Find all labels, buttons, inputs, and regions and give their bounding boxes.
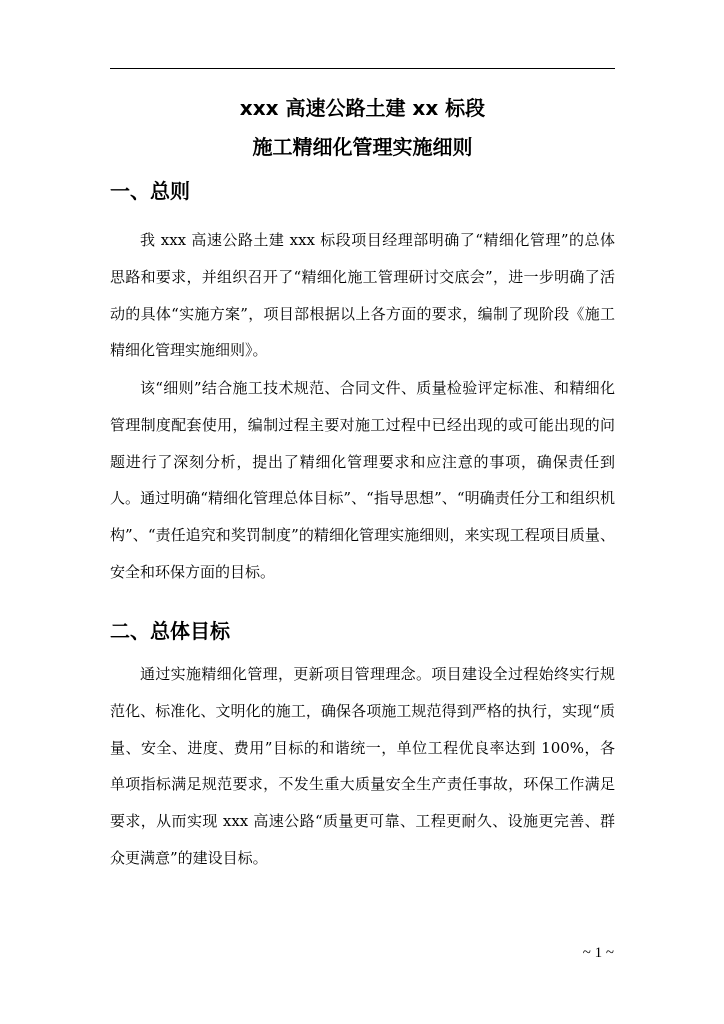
- section-heading-overall-goals: 二、总体目标: [110, 619, 230, 643]
- page-number: ~ 1 ~: [582, 945, 614, 961]
- paragraph: 我 xxx 高速公路土建 xxx 标段项目经理部明确了“精细化管理”的总体思路和要求，并组织召开了“精细化施工管理研讨交底会”，进一步明确了活动的具体“实施方案”，项目部根据以上各方面的要求，编制了现阶段《施工精细化管理实施细则》。: [110, 231, 615, 360]
- header-rule: [110, 68, 615, 69]
- section-heading-general: 一、总则: [110, 179, 190, 203]
- paragraph: 通过实施精细化管理，更新项目管理理念。项目建设全过程始终实行规范化、标准化、文明化的施工，确保各项施工规范得到严格的执行，实现“质量、安全、进度、费用”目标的和谐统一，单位工程优良率达到 100%，各单项指标满足规范要求，不发生重大质量安全生产责任事故，环保工作满足要求，从而实现 xxx 高速公路“质量更可靠、工程更耐久、设施更完善、群众更满意”的建设目标。: [110, 665, 615, 867]
- document-title-line-1: xxx 高速公路土建 xx 标段: [239, 96, 486, 120]
- document-title-line-2: 施工精细化管理实施细则: [252, 135, 473, 159]
- paragraph: 该“细则”结合施工技术规范、合同文件、质量检验评定标准、和精细化管理制度配套使用，编制过程主要对施工过程中已经出现的或可能出现的问题进行了深刻分析，提出了精细化管理要求和应注意的事项，确保责任到人。通过明确“精细化管理总体目标”、“指导思想”、“明确责任分工和组织机构”、“责任追究和奖罚制度”的精细化管理实施细则，来实现工程项目质量、安全和环保方面的目标。: [110, 379, 615, 581]
